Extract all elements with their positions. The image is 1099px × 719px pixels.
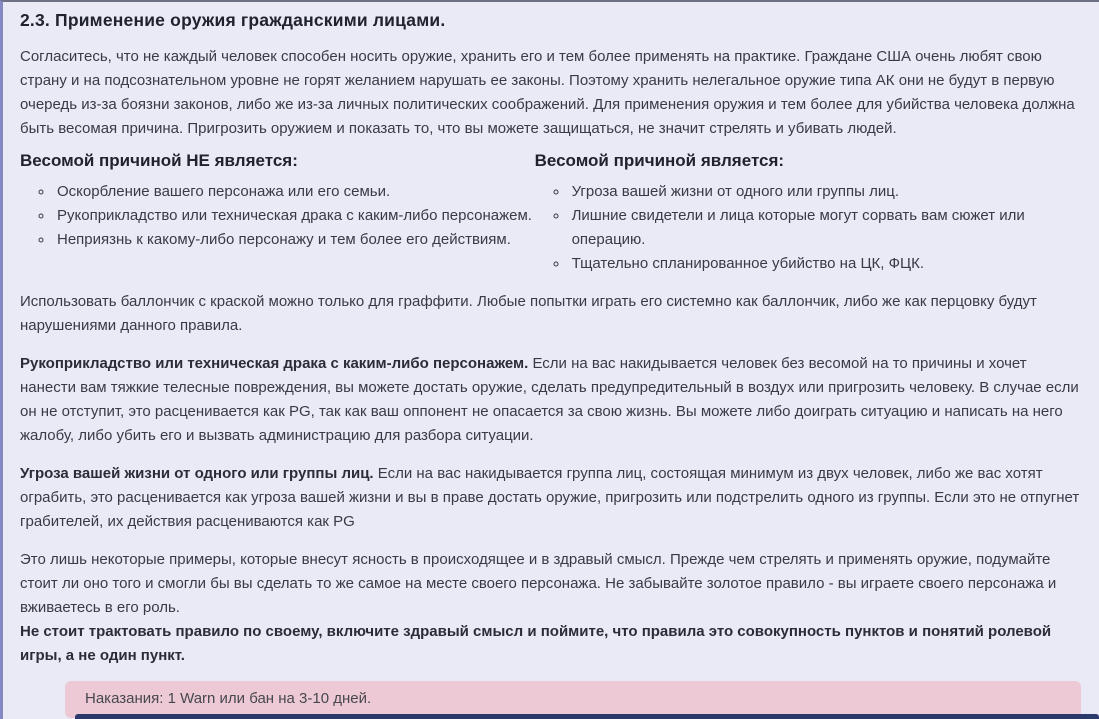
section-title: 2.3. Применение оружия гражданскими лицами. bbox=[20, 10, 446, 30]
punishment-text: Наказания: 1 Warn или бан на 3-10 дней. bbox=[85, 690, 372, 707]
not-valid-reasons-heading: Весомой причиной НЕ является: bbox=[20, 151, 298, 170]
list-item: ◦ Лишние свидетели и лица которые могут сорвать вам сюжет или операцию. bbox=[569, 204, 1081, 252]
list-item: ◦ Неприязнь к какому-либо персонажу и тем более его действиям. bbox=[54, 228, 535, 252]
list-item: ◦ Оскорбление вашего персонажа или его семьи. bbox=[54, 180, 535, 204]
not-valid-reasons-list bbox=[20, 180, 535, 252]
spray-can-paragraph: Использовать баллончик с краской можно только для граффити. Любые попытки играть его системно как баллончик, либо же как перцовку будут нарушениями данного правила. bbox=[20, 293, 1037, 334]
valid-reasons-heading: Весомой причиной является: bbox=[534, 151, 785, 170]
column-valid-reasons bbox=[535, 151, 1081, 276]
list-item: ◦ Тщательно спланированное убийство на ЦК, ФЦК. bbox=[569, 252, 1081, 276]
valid-reasons-list bbox=[535, 180, 1081, 276]
punishment-box bbox=[65, 681, 1081, 718]
fistfight-paragraph-lead: Рукоприкладство или техническая драка с каким-либо персонажем. bbox=[20, 355, 529, 372]
life-threat-paragraph-lead: Угроза вашей жизни от одного или группы лиц. bbox=[20, 465, 374, 482]
fistfight-paragraph-body: Если на вас накидывается человек без весомой на то причины и хочет нанести вам тяжкие телесные повреждения, вы можете достать оружие, сделать предупредительный в воздух или пригрозить человеку. В случае если он не отступит, это расценивается как PG, так как ваш оппонент не опасается за свою жизнь. Вы можете либо доиграть ситуацию и написать на него жалобу, либо убить его и вызвать администрацию для разбора ситуации. bbox=[20, 355, 1079, 444]
examples-paragraph-body: Это лишь некоторые примеры, которые внесут ясность в происходящее и в здравый смысл. Прежде чем стрелять и применять оружие, подумайте стоит ли оно того и смогли бы вы сделать то же самое на месте своего персонажа. Не забывайте золотое правило - вы играете своего персонажа и вживаетесь в его роль. bbox=[20, 551, 1057, 616]
life-threat-paragraph-body: Если на вас накидывается группа лиц, состоящая минимум из двух человек, либо же вас хотят ограбить, это расценивается как угроза вашей жизни и вы в праве достать оружие, пригрозить или подстрелить одного из группы. Если это не отпугнет грабителей, их действия расцениваются как PG bbox=[20, 465, 1080, 530]
examples-paragraph-note: Не стоит трактовать правило по своему, включите здравый смысл и поймите, что правила это совокупность пунктов и понятий ролевой игры, а не один пункт. bbox=[20, 623, 1052, 664]
list-item: ◦ Угроза вашей жизни от одного или группы лиц. bbox=[569, 180, 1081, 204]
fistfight-paragraph bbox=[20, 352, 1081, 448]
life-threat-paragraph bbox=[20, 462, 1081, 534]
reasons-columns bbox=[20, 151, 1081, 276]
list-item: ◦ Рукоприкладство или техническая драка с каким-либо персонажем. bbox=[54, 204, 535, 228]
intro-paragraph: Согласитесь, что не каждый человек способен носить оружие, хранить его и тем более применять на практике. Граждане США очень любят свою страну и на подсознательном уровне не горят желанием нарушать ее законы. Поэтому хранить нелегальное оружие типа АК они не будут в первую очередь из-за боязни законов, либо же из-за личных политических соображений. Для применения оружия и тем более для убийства человека должна быть весомая причина. Пригрозить оружием и показать то, что вы можете защищаться, не значит стрелять и убивать людей. bbox=[20, 48, 1075, 137]
column-not-valid-reasons bbox=[20, 151, 535, 276]
examples-paragraph bbox=[20, 548, 1081, 668]
next-section-bar bbox=[75, 714, 1099, 719]
